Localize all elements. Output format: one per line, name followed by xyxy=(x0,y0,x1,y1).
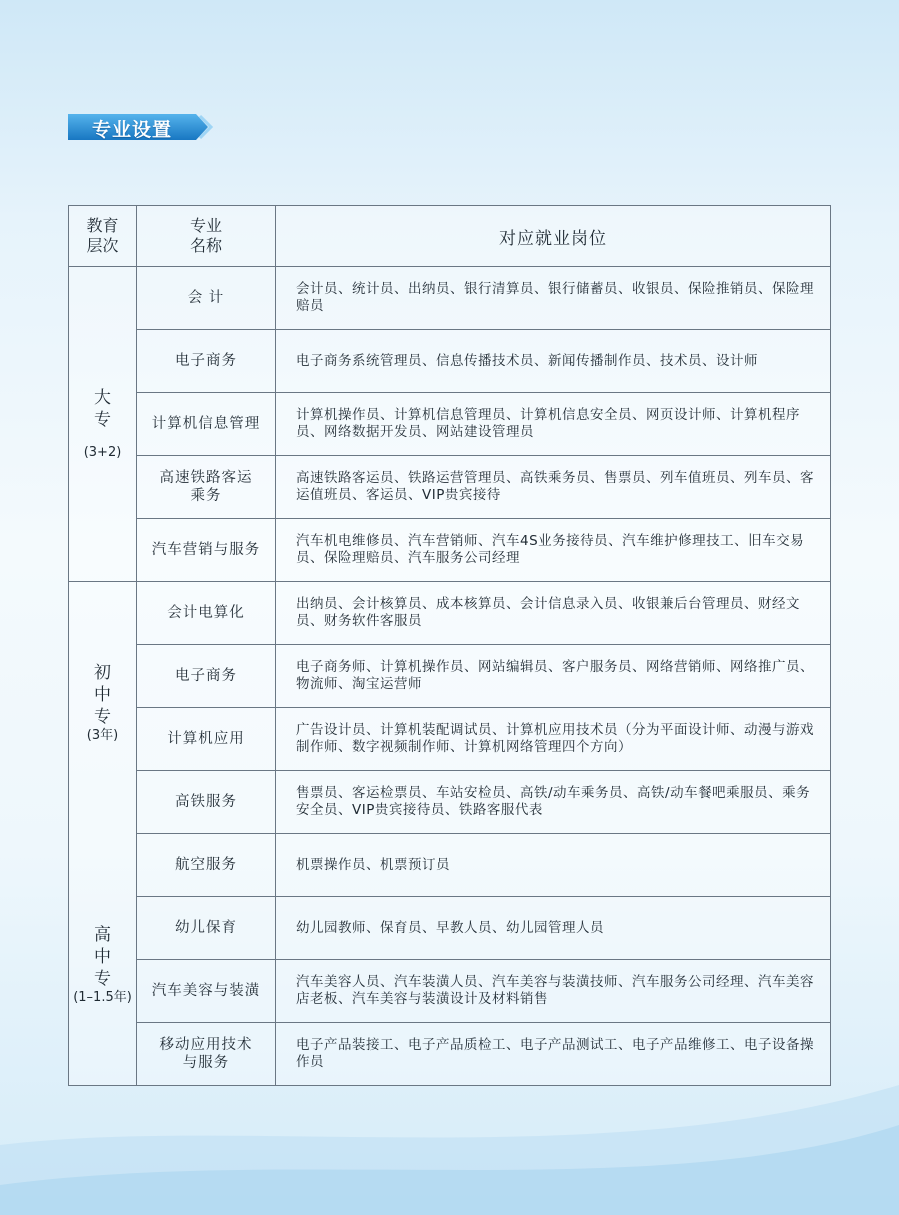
level-dazhuan: 大 专 (3+2) xyxy=(69,267,137,582)
table-row xyxy=(69,1023,831,1086)
jobs-cell: 电子产品装接工、电子产品质检工、电子产品测试工、电子产品维修工、电子设备操作员 xyxy=(276,1023,831,1086)
jobs-cell: 机票操作员、机票预订员 xyxy=(276,834,831,897)
major-name: 移动应用技术 与服务 xyxy=(137,1023,276,1086)
table-header-row xyxy=(69,206,831,267)
jobs-cell: 高速铁路客运员、铁路运营管理员、高铁乘务员、售票员、列车值班员、列车员、客运值班员、客运员、VIP贵宾接待 xyxy=(276,456,831,519)
jobs-cell: 电子商务系统管理员、信息传播技术员、新闻传播制作员、技术员、设计师 xyxy=(276,330,831,393)
table-row xyxy=(69,393,831,456)
level-zhongzhuan: 初 中 专 (3年) 高 中 专 (1–1.5年) xyxy=(69,582,137,1086)
table-row xyxy=(69,456,831,519)
table-row xyxy=(69,267,831,330)
jobs-cell: 会计员、统计员、出纳员、银行清算员、银行储蓄员、收银员、保险推销员、保险理赔员 xyxy=(276,267,831,330)
major-name: 计算机信息管理 xyxy=(137,393,276,456)
major-name: 电子商务 xyxy=(137,330,276,393)
majors-table xyxy=(68,205,831,1086)
major-name: 计算机应用 xyxy=(137,708,276,771)
major-name: 高铁服务 xyxy=(137,771,276,834)
table-row xyxy=(69,771,831,834)
header-jobs: 对应就业岗位 xyxy=(276,206,831,267)
jobs-cell: 汽车机电维修员、汽车营销师、汽车4S业务接待员、汽车维护修理技工、旧车交易员、保险理赔员、汽车服务公司经理 xyxy=(276,519,831,582)
section-title-badge xyxy=(68,112,214,142)
jobs-cell: 汽车美容人员、汽车装潢人员、汽车美容与装潢技师、汽车服务公司经理、汽车美容店老板、汽车美容与装潢设计及材料销售 xyxy=(276,960,831,1023)
major-name: 电子商务 xyxy=(137,645,276,708)
table-row xyxy=(69,960,831,1023)
header-major-name: 专业 名称 xyxy=(137,206,276,267)
major-name: 航空服务 xyxy=(137,834,276,897)
jobs-cell: 电子商务师、计算机操作员、网站编辑员、客户服务员、网络营销师、网络推广员、物流师、淘宝运营师 xyxy=(276,645,831,708)
major-name: 汽车营销与服务 xyxy=(137,519,276,582)
section-title: 专业设置 xyxy=(92,119,173,141)
jobs-cell: 售票员、客运检票员、车站安检员、高铁/动车乘务员、高铁/动车餐吧乘服员、乘务安全员、VIP贵宾接待员、铁路客服代表 xyxy=(276,771,831,834)
table-row xyxy=(69,519,831,582)
table-row xyxy=(69,645,831,708)
table-row xyxy=(69,834,831,897)
major-name: 会计电算化 xyxy=(137,582,276,645)
major-name: 高速铁路客运 乘务 xyxy=(137,456,276,519)
table-row xyxy=(69,708,831,771)
header-education-level: 教育 层次 xyxy=(69,206,137,267)
major-name: 会 计 xyxy=(137,267,276,330)
major-name: 汽车美容与装潢 xyxy=(137,960,276,1023)
jobs-cell: 幼儿园教师、保育员、早教人员、幼儿园管理人员 xyxy=(276,897,831,960)
table-row xyxy=(69,330,831,393)
jobs-cell: 出纳员、会计核算员、成本核算员、会计信息录入员、收银兼后台管理员、财经文员、财务软件客服员 xyxy=(276,582,831,645)
table-row xyxy=(69,897,831,960)
table-row xyxy=(69,582,831,645)
jobs-cell: 计算机操作员、计算机信息管理员、计算机信息安全员、网页设计师、计算机程序员、网络数据开发员、网站建设管理员 xyxy=(276,393,831,456)
major-name: 幼儿保育 xyxy=(137,897,276,960)
jobs-cell: 广告设计员、计算机装配调试员、计算机应用技术员（分为平面设计师、动漫与游戏制作师、数字视频制作师、计算机网络管理四个方向） xyxy=(276,708,831,771)
